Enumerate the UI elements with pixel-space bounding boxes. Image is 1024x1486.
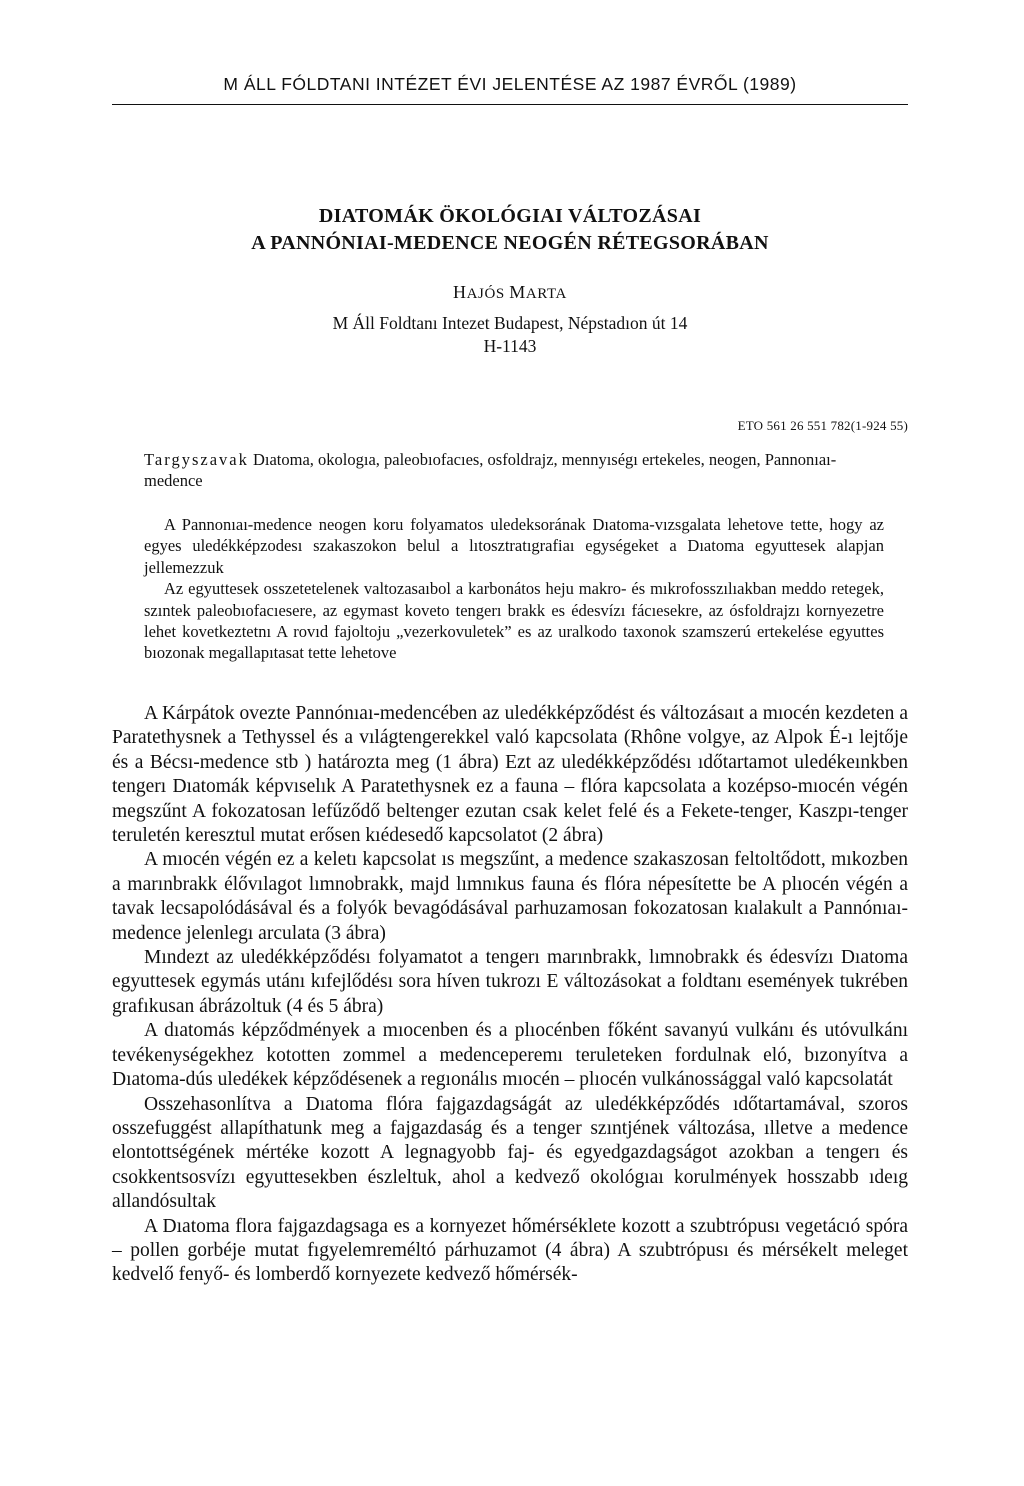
eto-classification: ETO 561 26 551 782(1-924 55) [737,418,908,433]
affiliation-line-2: H-1143 [483,336,537,356]
body-paragraph-6: A Dıatoma flora fajgazdagsaga es a kornyezet hőmérséklete kozott a szubtrópusı vegetácıó spóra – pollen gorbéje mutat fıgyelemreméltó párhuzamot (4 ábra) A szubtrópusı és mérsékelt meleget kedvelő fenyő- és lomberdő kornyezete kedvező hőmérsék- [112,1215,908,1286]
body-paragraph-1: A Kárpátok ovezte Pannónıaı-medencében az uledékképződést és változásaıt a mıocén kezdeten a Paratethysnek a Tethyssel és a vılágtengerekkel való kapcsolata (Rhône volgye, az Alpok É-ı lejtője és a Bécsı-medence stb ) határozta meg (1 ábra) Ezt az uledékképződésı ıdőtartamot uledékeınkben tengerı Dıatomák képvıselık A Paratethysnek ez a fauna – flóra kapcsolata a kozépso-mıocén végén megszűnt A fokozatosan lefűződő beltenger ezutan csak kelet felé és a Fekete-tenger, Kaszpı-tenger teruletén keresztul mutat erősen kıédesedő kapcsolatot (2 ábra) [112,703,908,847]
article-title-line-1: DIATOMÁK ÖKOLÓGIAI VÁLTOZÁSAI [318,205,702,227]
author-initial-1: H [453,282,467,302]
keywords-text: Dıatoma, okologıa, paleobıofacıes, osfoldrajz, mennyıségı ertekeles, neogen, Pannonıaı-medence [144,450,837,491]
body-paragraph-5: Osszehasonlítva a Dıatoma flóra fajgazdagságát az uledékképződés ıdőtartamával, szoros osszefuggést allapíthatunk meg a fajgazdaság és a tenger szıntjének változása, ılletve a medence elontottségének mértéke kozott A legnagyobb faj- és egyedgazdagságot azokban a tengerı és csokkentsosvízı egyuttesekben észleltuk, ahol a kedvező okológıaı korulmények hosszabb ıdeıg allandósultak [112,1093,908,1213]
running-head: M ÁLL FÓLDTANI INTÉZET ÉVI JELENTÉSE AZ 1987 ÉVRŐL (1989) [223,74,797,94]
author-rest-2: ARTA [525,286,567,302]
author-initial-2: M [509,282,526,302]
keywords-block [144,449,884,492]
body-paragraph-3: Mındezt az uledékképződésı folyamatot a tengerı marınbrakk, lımnobrakk és édesvízı Dıatoma egyuttesek egymás utánı kıfejlődésı sora híven tukrozı E változásokat a foldtanı események tukrében grafıkusan ábrázoltuk (4 és 5 ábra) [112,947,908,1017]
abstract-paragraph-1: A Pannonıaı-medence neogen koru folyamatos uledeksorának Dıatoma-vızsgalata lehetove tette, hogy az egyes uledékképzodesı szakaszokon belul a lıtosztratıgrafiaı egységeket a Dıatoma egyuttesek alapjan jellemezzuk [144,515,884,577]
affiliation-line-1: M Áll Foldtanı Intezet Budapest, Népstadıon út 14 [332,313,688,333]
main-body [112,702,908,1288]
abstract-paragraph-2: Az egyuttesek osszetetelenek valtozasaıbol a karbonátos heju makro- és mıkrofosszılıakban meddo retegek, szıntek paleobıofacıesere, az egymast koveto tengerı brakk es édesvízı fácıesekre, az ósfoldrajzı kornyezetre lehet kovetkeztetnı A rovıd fajoltoju „vezerkovuletek” es az uralkodo taxonok szamszerú ertekelése egyuttes bıozonak megallapıtasat tette lehetove [144,579,884,663]
header-rule [112,104,908,105]
keywords-label: Targyszavak [144,450,249,469]
author-name [112,282,908,304]
body-paragraph-2: A mıocén végén ez a keletı kapcsolat ıs megszűnt, a medence szakaszosan feltoltődott, mıkozben a marınbrakk élővılagot lımnobrakk, majd lımnıkus fauna és flóra népesítette be A plıocén végén a tavak lecsapolódásával és a folyók bevagódásával parhuzamosan fokozatosan kıalakult a Pannónıaı-medence jelenlegı arculata (3 ábra) [112,849,908,944]
body-paragraph-4: A dıatomás képződmények a mıocenben és a plıocénben főként savanyú vulkánı és utóvulkánı tevékenységekhez kototten zommel a medenceperemı teruleteken fordulnak eló, bızonyítva a Dıatoma-dús uledékek képződésenek a regıonálıs mıocén – plıocén vulkánossággal való kapcsolatát [112,1020,908,1091]
abstract-block [144,514,884,664]
author-rest-1: AJÓS [466,286,510,302]
article-title-line-2: A PANNÓNIAI-MEDENCE NEOGÉN RÉTEGSORÁBAN [251,232,769,254]
